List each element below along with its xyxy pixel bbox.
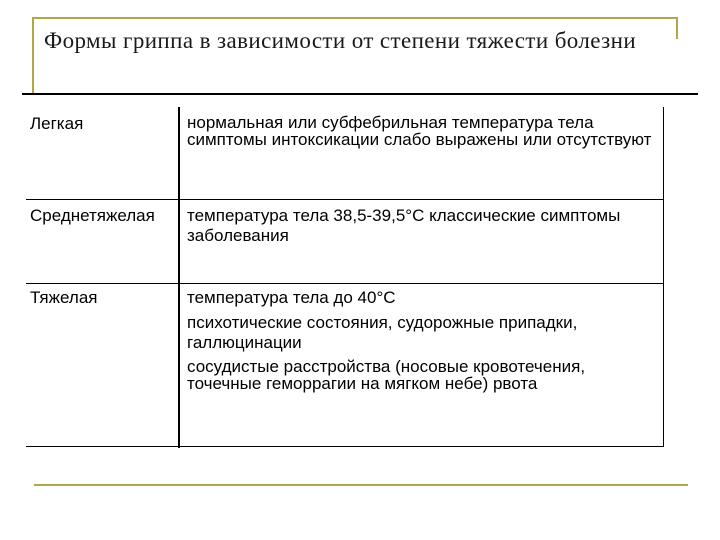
description-paragraph: психотические состояния, судорожные припадки, галлюцинации bbox=[187, 313, 578, 352]
row-description: температура тела 38,5-39,5°С классические симптомы заболевания bbox=[187, 206, 621, 245]
row-label: Тяжелая bbox=[30, 288, 98, 307]
row-label: Легкая bbox=[30, 114, 84, 133]
frame-left-line bbox=[32, 17, 34, 93]
title-underline bbox=[22, 93, 698, 95]
row-label: Среднетяжелая bbox=[30, 206, 155, 225]
column-divider bbox=[178, 284, 180, 448]
severity-table bbox=[26, 107, 664, 447]
row-description bbox=[187, 284, 659, 392]
column-divider bbox=[178, 107, 180, 199]
description-paragraph: температура тела до 40°С bbox=[187, 288, 396, 307]
frame-top-line bbox=[32, 17, 678, 19]
column-divider bbox=[178, 200, 180, 284]
row-description: нормальная или субфебрильная температура тела симптомы интоксикации слабо выражены или отсутствуют bbox=[187, 113, 652, 149]
table-row bbox=[26, 283, 663, 448]
description-paragraph: сосудистые расстройства (носовые кровотечения, точечные геморрагии на мягком небе) рвота bbox=[187, 357, 586, 393]
table-row bbox=[26, 199, 663, 284]
table-row bbox=[26, 107, 663, 199]
slide-title: Формы гриппа в зависимости от степени тяжести болезни bbox=[44, 28, 637, 53]
bottom-rule bbox=[34, 484, 688, 486]
